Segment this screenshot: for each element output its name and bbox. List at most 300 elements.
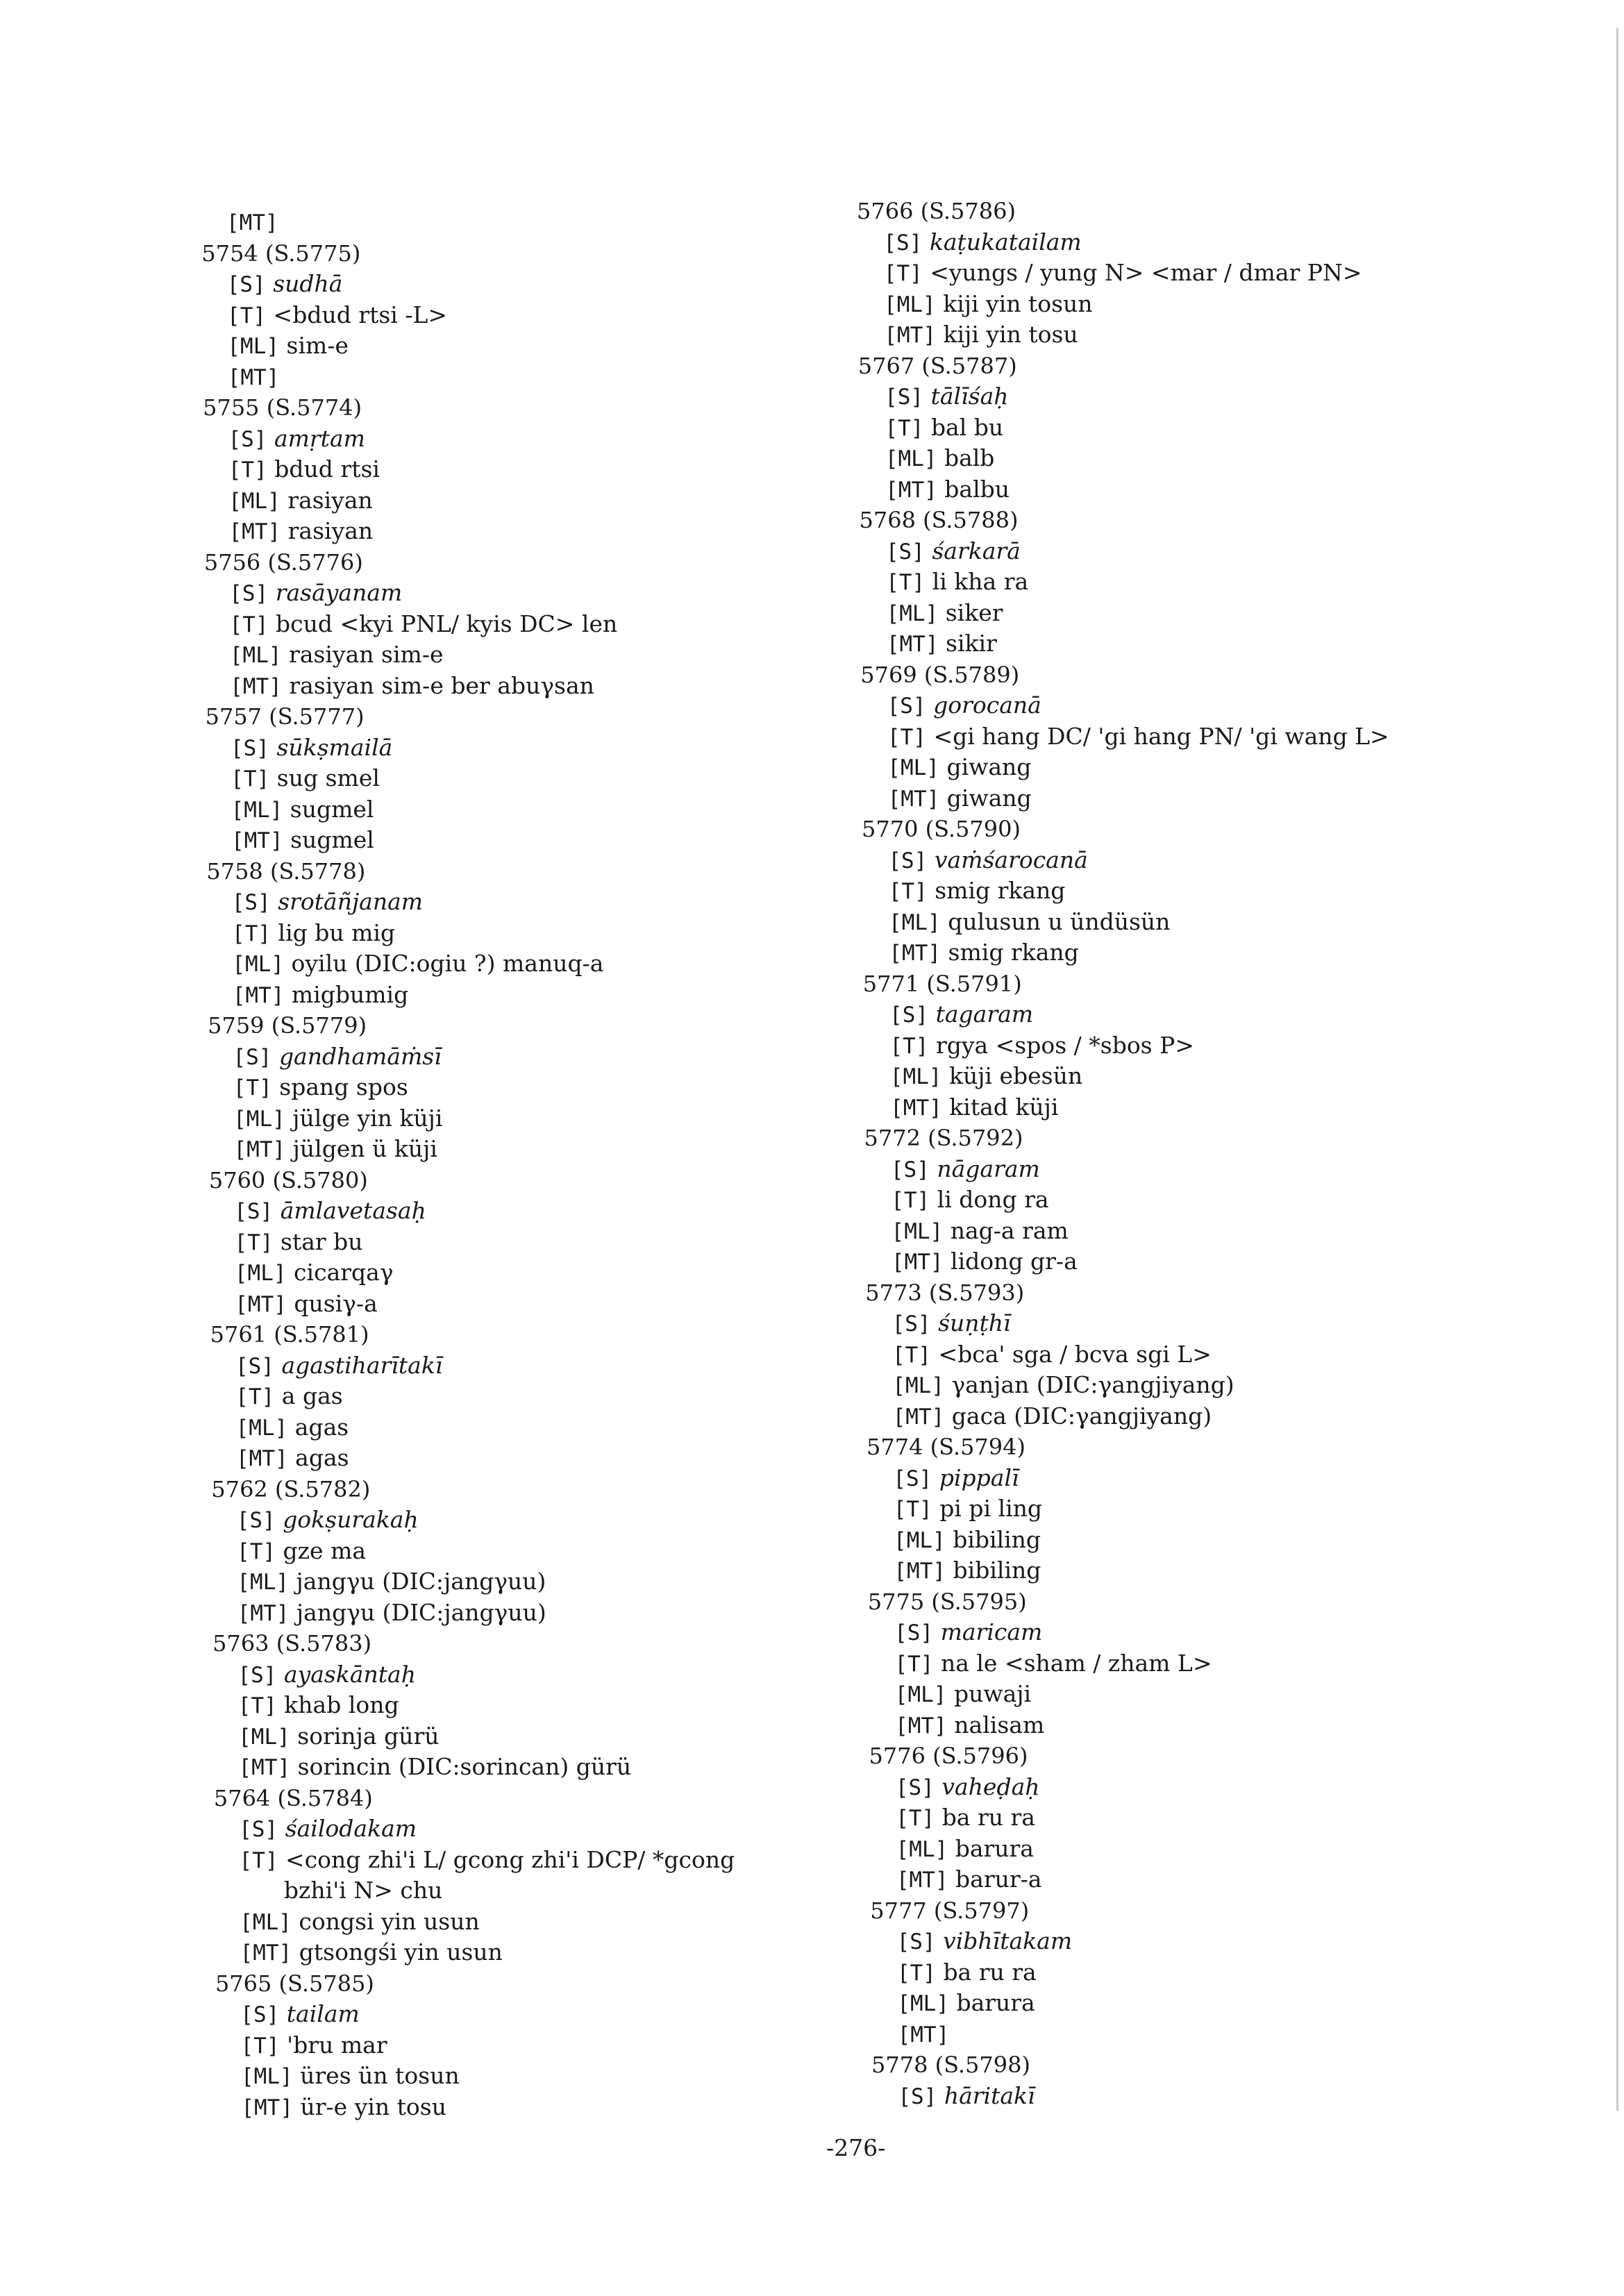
entry-number — [204, 547, 363, 578]
field-line — [231, 763, 380, 794]
field-line — [892, 1308, 1011, 1339]
field-line — [896, 1802, 1035, 1834]
field-tag: [ML] — [885, 446, 937, 471]
field-value: sug smel — [276, 764, 380, 791]
entry-number-text: 5759 (S.5779) — [208, 1012, 367, 1039]
field-value: sim-e — [286, 332, 349, 359]
entry-number-text: 5772 (S.5792) — [864, 1125, 1023, 1151]
field-line — [894, 1648, 1212, 1679]
field-line — [237, 1536, 366, 1567]
field-value: nāgaram — [937, 1155, 1040, 1182]
field-tag: [T] — [235, 1384, 275, 1409]
field-line — [884, 289, 1093, 320]
scan-edge-shadow — [1616, 28, 1618, 2111]
field-line — [235, 1350, 442, 1382]
field-tag: [T] — [896, 1960, 936, 1986]
field-line — [896, 1772, 1040, 1803]
field-value: pi pi ling — [939, 1495, 1043, 1522]
field-tag: [T] — [233, 1075, 272, 1100]
field-tag: [S] — [235, 1353, 274, 1379]
page-number: -276- — [826, 2134, 886, 2161]
field-tag: [T] — [896, 1806, 935, 1831]
field-tag: [MT] — [230, 673, 282, 699]
field-value: kiji yin tosu — [943, 321, 1078, 348]
field-line — [898, 2081, 1035, 2112]
field-tag: [ML] — [894, 1682, 947, 1707]
entry-number-text: 5766 (S.5786) — [857, 198, 1016, 224]
field-tag: [ML] — [238, 1724, 290, 1750]
field-tag: [ML] — [889, 1064, 942, 1089]
field-value: rasiyan — [287, 486, 373, 514]
field-value: star bu — [281, 1227, 363, 1255]
field-line — [891, 1216, 1069, 1247]
entry-number-text: 5778 (S.5798) — [871, 2052, 1030, 2078]
field-tag: [MT] — [227, 364, 280, 390]
field-value: li kha ra — [932, 568, 1029, 595]
field-value: a gas — [281, 1382, 343, 1409]
entry-number — [206, 701, 365, 732]
field-value: bibiling — [953, 1525, 1041, 1553]
field-value: bibiling — [953, 1557, 1041, 1584]
field-value: gorocanā — [933, 692, 1041, 719]
field-tag: [ML] — [886, 601, 939, 626]
field-line — [893, 1401, 1212, 1432]
field-tag: [MT] — [237, 1600, 290, 1626]
field-value: agas — [295, 1444, 349, 1471]
field-value: kitad küji — [949, 1093, 1059, 1121]
field-line — [893, 1463, 1019, 1494]
field-tag: [S] — [898, 2084, 937, 2109]
field-value: nag-a ram — [950, 1216, 1069, 1244]
field-line — [227, 269, 343, 300]
field-line — [237, 1598, 546, 1629]
entry-number — [212, 1628, 371, 1659]
field-tag: [ML] — [234, 1261, 287, 1286]
field-line — [890, 1061, 1082, 1092]
entry-number — [863, 969, 1022, 999]
field-value: congsi yin usun — [299, 1907, 480, 1935]
field-line — [237, 1566, 546, 1598]
field-value: jülge yin küji — [292, 1104, 443, 1132]
field-value: siker — [945, 598, 1003, 626]
field-line — [233, 980, 408, 1011]
field-value: ba ru ra — [943, 1958, 1037, 1986]
entry-number-text: 5776 (S.5796) — [869, 1743, 1028, 1769]
entry-number — [864, 1123, 1023, 1153]
field-value: giwang — [946, 753, 1032, 780]
field-tag: [T] — [891, 1188, 930, 1213]
field-line — [887, 752, 1031, 783]
field-tag: [T] — [886, 570, 926, 595]
field-line — [896, 1864, 1042, 1895]
field-tag: [MT] — [896, 1868, 948, 1893]
field-value: smig rkang — [935, 877, 1066, 904]
field-value: rasiyan — [287, 517, 374, 544]
field-value: sugmel — [290, 795, 374, 823]
field-tag: [S] — [236, 1508, 276, 1533]
field-tag: [T] — [228, 458, 267, 483]
field-tag: [MT] — [241, 2095, 293, 2120]
field-value: sikir — [946, 630, 997, 657]
entry-number-text: 5768 (S.5788) — [859, 507, 1019, 533]
field-value: hāritakī — [944, 2081, 1035, 2109]
field-line — [892, 1370, 1234, 1401]
field-value: kaṭukatailam — [929, 228, 1082, 255]
field-line — [228, 485, 373, 517]
field-value: gze ma — [283, 1536, 367, 1564]
entry-number-text: 5777 (S.5797) — [870, 1897, 1030, 1924]
field-line — [889, 875, 1066, 907]
field-tag: [MT] — [890, 1095, 942, 1121]
field-tag: [S] — [230, 735, 269, 761]
field-tag: [S] — [891, 1312, 931, 1336]
entry-number — [214, 1783, 373, 1813]
field-line — [228, 454, 380, 485]
field-line — [241, 2092, 446, 2123]
field-line — [234, 1134, 437, 1165]
entry-number — [860, 660, 1019, 690]
field-value: cicarqaγ — [294, 1259, 394, 1286]
entry-number — [203, 392, 362, 423]
field-tag: [ML] — [892, 1373, 944, 1398]
field-line — [227, 300, 447, 331]
entry-number-text: 5761 (S.5781) — [210, 1321, 369, 1348]
field-tag: [ML] — [233, 1106, 285, 1132]
field-tag: [ML] — [231, 797, 283, 823]
field-value: rgya <spos / *sbos P> — [935, 1031, 1194, 1059]
field-value: agas — [294, 1413, 349, 1441]
field-line — [235, 1227, 363, 1258]
field-line — [240, 1937, 503, 1968]
field-line — [233, 1072, 408, 1103]
field-tag: [S] — [885, 385, 924, 410]
field-value: ayaskāntaḥ — [283, 1660, 416, 1688]
field-value: lig bu mig — [278, 919, 396, 946]
field-tag: [T] — [883, 261, 923, 286]
field-value: kiji yin tosun — [943, 290, 1093, 317]
field-line — [897, 1957, 1037, 1988]
field-value: vaheḍaḥ — [941, 1773, 1040, 1800]
field-tag: [T] — [240, 2033, 280, 2059]
field-value: śailodakam — [285, 1815, 417, 1842]
field-line — [896, 1834, 1034, 1865]
field-tag: [MT] — [235, 1291, 287, 1317]
field-line — [888, 783, 1032, 814]
field-line — [233, 1041, 441, 1073]
field-tag: [MT] — [233, 1137, 286, 1162]
field-value: śarkarā — [932, 537, 1021, 564]
field-tag: [ML] — [887, 755, 939, 780]
field-line — [891, 1184, 1048, 1216]
field-line — [240, 1845, 735, 1876]
field-line — [889, 999, 1033, 1030]
field-line — [233, 1103, 442, 1134]
field-value: giwang — [946, 784, 1032, 812]
field-line — [888, 845, 1087, 876]
field-line — [887, 690, 1041, 721]
field-tag: [T] — [232, 921, 271, 946]
field-line — [240, 1999, 360, 2030]
field-value: jangγu (DIC:jangγuu) — [296, 1568, 546, 1595]
entry-number — [868, 1586, 1027, 1617]
field-value: sugmel — [290, 826, 374, 853]
field-line — [889, 937, 1078, 969]
entry-number — [862, 814, 1021, 844]
entry-number — [215, 1968, 374, 1999]
field-value: lidong gr-a — [951, 1248, 1078, 1275]
field-tag: [MT] — [232, 982, 285, 1008]
field-tag: [ML] — [241, 2064, 293, 2089]
field-value: küji ebesün — [948, 1062, 1083, 1089]
field-value: rasiyan sim-e ber abuγsan — [289, 671, 594, 699]
field-line — [239, 1813, 417, 1845]
field-line — [234, 1196, 426, 1227]
field-value: śuṇṭhī — [938, 1309, 1011, 1336]
field-tag: [T] — [894, 1651, 934, 1677]
field-line — [231, 825, 374, 856]
field-value: jangγu (DIC:jangγuu) — [296, 1598, 546, 1626]
field-tag: [MT] — [897, 2022, 950, 2047]
field-line — [894, 1617, 1042, 1648]
entry-number — [858, 351, 1017, 381]
field-value: 'bru mar — [287, 2031, 387, 2059]
entry-number — [865, 1277, 1024, 1308]
field-line — [238, 1721, 439, 1752]
field-line — [894, 1555, 1041, 1586]
field-line — [884, 258, 1362, 289]
field-line — [229, 578, 402, 609]
field-line — [226, 207, 278, 238]
field-line — [239, 1752, 632, 1783]
field-line — [883, 227, 1081, 258]
field-value: gokṣurakaḥ — [283, 1506, 419, 1533]
field-line — [894, 1493, 1042, 1525]
field-line — [241, 2030, 387, 2061]
field-value: gtsongśi yin usun — [299, 1938, 503, 1966]
field-value: barura — [956, 1989, 1035, 2016]
field-tag: [S] — [887, 694, 926, 719]
field-value: barur-a — [955, 1866, 1042, 1893]
field-tag: [ML] — [884, 292, 936, 317]
field-line — [236, 1443, 349, 1474]
field-value: qulusun u ündüsün — [948, 907, 1171, 935]
field-line — [235, 1289, 378, 1320]
field-tag: [ML] — [889, 910, 941, 935]
field-line — [228, 424, 365, 455]
field-tag: [ML] — [240, 1909, 292, 1935]
field-line — [898, 2019, 950, 2050]
entry-number-text: 5757 (S.5777) — [205, 703, 365, 730]
field-tag: [T] — [889, 1033, 929, 1059]
field-tag: [ML] — [232, 952, 285, 977]
field-tag: [ML] — [897, 1991, 949, 2016]
field-line — [895, 1679, 1031, 1710]
continuation-text: bzhi'i N> chu — [283, 1877, 443, 1904]
entry-number-text: 5755 (S.5774) — [203, 394, 362, 421]
field-tag: [T] — [227, 303, 267, 328]
field-tag: [ML] — [229, 643, 282, 668]
field-tag: [T] — [891, 1342, 931, 1368]
field-tag: [MT] — [894, 1559, 946, 1584]
entry-number-text: 5767 (S.5787) — [857, 352, 1017, 379]
field-line — [887, 598, 1003, 629]
field-value: maricam — [940, 1618, 1043, 1645]
field-value: üres ün tosun — [300, 2062, 460, 2089]
field-tag: [T] — [885, 415, 924, 441]
field-tag: [S] — [885, 539, 925, 564]
entry-number — [857, 196, 1016, 226]
field-line — [884, 319, 1078, 351]
field-line — [230, 639, 444, 671]
entry-number-text: 5758 (S.5778) — [206, 857, 366, 885]
field-line — [230, 609, 618, 640]
field-value: sūkṣmailā — [276, 733, 393, 761]
field-tag: [S] — [229, 581, 269, 606]
field-value: bcud <kyi PNL/ kyis DC> len — [276, 610, 618, 637]
field-tag: [S] — [895, 1775, 935, 1800]
field-line — [231, 732, 392, 764]
entry-number-text: 5770 (S.5790) — [862, 816, 1021, 842]
field-tag: [S] — [239, 1817, 278, 1842]
entry-number — [211, 1474, 370, 1505]
field-line — [240, 1907, 480, 1938]
field-line — [238, 1690, 399, 1721]
field-tag: [S] — [896, 1929, 936, 1954]
field-tag: [T] — [237, 1693, 277, 1718]
field-line — [891, 1154, 1040, 1185]
field-value: bdud rtsi — [274, 455, 380, 483]
field-tag: [MT] — [889, 941, 941, 966]
entry-number — [860, 505, 1019, 535]
entry-number — [210, 1319, 369, 1350]
field-value: <bdud rtsi -L> — [273, 301, 448, 328]
field-tag: [T] — [237, 1539, 276, 1564]
field-value: gaca (DIC:γangjiyang) — [951, 1402, 1212, 1430]
field-tag: [ML] — [894, 1527, 946, 1553]
field-value: rasāyanam — [275, 579, 403, 606]
field-value: sorincin (DIC:sorincan) gürü — [297, 1753, 632, 1780]
field-line — [236, 1412, 349, 1443]
entry-number-text: 5754 (S.5775) — [201, 240, 361, 267]
field-tag: [MT] — [884, 323, 937, 348]
field-value: srotāñjanam — [278, 888, 424, 915]
field-line — [897, 1988, 1035, 2019]
field-line — [892, 1339, 1212, 1371]
entry-number — [206, 856, 365, 887]
field-value: balbu — [944, 475, 1010, 503]
field-value: khab long — [284, 1691, 399, 1718]
field-line — [887, 721, 1389, 753]
field-line — [232, 887, 423, 918]
field-line — [890, 1092, 1058, 1123]
entry-number — [869, 1741, 1028, 1771]
entry-number-text: 5763 (S.5783) — [212, 1630, 372, 1657]
field-value: qusiγ-a — [294, 1289, 378, 1317]
entry-number — [870, 1895, 1029, 1926]
field-tag: [MT] — [886, 632, 939, 657]
field-value: γanjan (DIC:γangjiyang) — [951, 1371, 1234, 1398]
field-line — [241, 2061, 460, 2092]
field-line — [897, 1926, 1073, 1957]
field-tag: [S] — [233, 1044, 272, 1070]
field-tag: [MT] — [226, 210, 278, 235]
field-value: vaṁśarocanā — [934, 846, 1088, 873]
entry-number-text: 5771 (S.5791) — [862, 970, 1022, 997]
field-tag: [MT] — [887, 786, 940, 812]
field-tag: [S] — [890, 1157, 930, 1182]
field-tag: [T] — [887, 724, 926, 750]
entry-number — [208, 1010, 367, 1041]
field-tag: [S] — [893, 1466, 932, 1491]
field-tag: [S] — [226, 272, 266, 297]
field-tag: [ML] — [228, 488, 281, 514]
field-tag: [ML] — [891, 1218, 944, 1244]
entry-number-text: 5773 (S.5793) — [865, 1279, 1025, 1306]
field-line — [887, 628, 997, 660]
field-line — [231, 794, 374, 826]
field-line — [891, 1246, 1078, 1277]
field-value: amṛtam — [274, 424, 365, 452]
field-value: puwaji — [953, 1680, 1032, 1707]
field-value: nalisam — [954, 1711, 1045, 1738]
field-tag: [S] — [240, 2002, 280, 2027]
field-tag: [S] — [231, 890, 271, 915]
field-line — [885, 412, 1003, 444]
field-tag: [T] — [234, 1230, 274, 1255]
field-value: rasiyan sim-e — [289, 641, 444, 668]
field-value: li dong ra — [937, 1186, 1049, 1213]
field-value: balb — [944, 444, 995, 471]
field-value: <gi hang DC/ 'gi hang PN/ 'gi wang L> — [933, 722, 1389, 750]
entry-number-text: 5762 (S.5782) — [211, 1475, 371, 1502]
entry-number-text: 5756 (S.5776) — [203, 548, 363, 576]
field-value: tailam — [286, 2000, 360, 2027]
field-tag: [MT] — [228, 519, 281, 544]
field-value: gandhamāṁsī — [278, 1042, 442, 1070]
field-line — [235, 1381, 342, 1412]
field-line — [228, 362, 280, 393]
field-tag: [T] — [888, 879, 928, 904]
field-tag: [MT] — [895, 1713, 947, 1738]
field-value: tagaram — [935, 1000, 1034, 1028]
entry-number — [209, 1165, 368, 1196]
entry-number-text: 5760 (S.5780) — [208, 1166, 368, 1193]
field-value: migbumig — [291, 980, 409, 1008]
field-value: agastiharītakī — [281, 1351, 443, 1379]
entry-number-text: 5775 (S.5795) — [867, 1588, 1027, 1615]
field-value: ba ru ra — [941, 1804, 1035, 1831]
entry-number-text: 5764 (S.5784) — [213, 1784, 373, 1811]
field-value: <yungs / yung N> <mar / dmar PN> — [930, 259, 1362, 286]
field-line — [894, 1525, 1041, 1556]
field-tag: [S] — [888, 848, 928, 873]
field-value: barura — [955, 1834, 1034, 1862]
entry-number-text: 5765 (S.5785) — [215, 1970, 374, 1997]
field-line — [886, 536, 1021, 567]
entry-number — [201, 238, 360, 269]
field-tag: [T] — [893, 1497, 932, 1522]
field-value: sorinja gürü — [297, 1722, 440, 1750]
field-value: tālīśaḥ — [930, 383, 1009, 410]
entry-number — [871, 2050, 1030, 2080]
field-tag: [ML] — [235, 1415, 288, 1441]
field-value: āmlavetasaḥ — [280, 1197, 426, 1224]
field-value: vibhītakam — [943, 1927, 1073, 1954]
entry-number-text: 5769 (S.5789) — [860, 661, 1020, 688]
entry-number-text: 5774 (S.5794) — [867, 1434, 1026, 1460]
field-value: ür-e yin tosu — [300, 2093, 446, 2120]
field-value: pippalī — [939, 1464, 1019, 1491]
